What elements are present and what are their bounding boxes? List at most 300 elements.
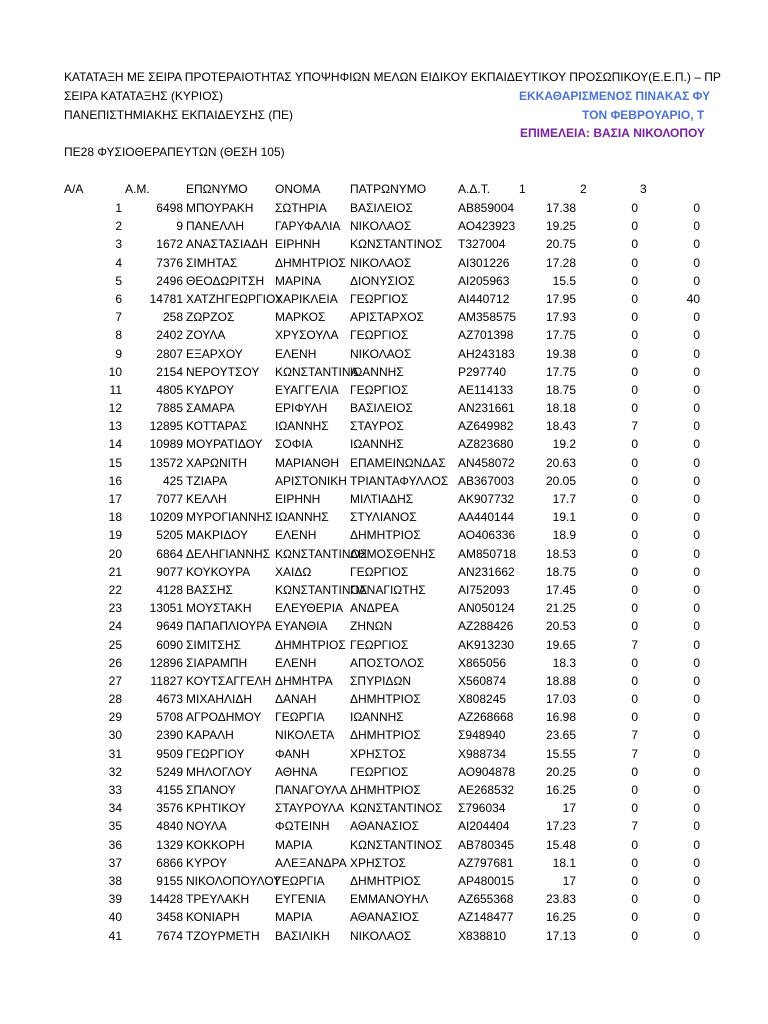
row-surname: ΝΟΥΛΑ <box>186 819 227 834</box>
row-surname: ΘΕΟΔΩΡΙΤΣΗ <box>186 273 265 288</box>
row-adt: ΑΕ114133 <box>458 382 514 397</box>
row-adt: Τ327004 <box>458 237 506 252</box>
row-am: 4673 <box>156 692 183 707</box>
row-name: ΧΑΡΙΚΛΕΙΑ <box>275 291 338 306</box>
table-row <box>0 347 700 365</box>
row-index: 34 <box>108 801 122 816</box>
row-adt: ΑΜ850718 <box>458 546 517 561</box>
row-surname: ΜΙΧΑΗΛΙΔΗ <box>186 692 253 707</box>
table-row <box>0 492 700 510</box>
row-score-2: 0 <box>631 473 638 488</box>
row-surname: ΜΟΥΡΑΤΙΔΟΥ <box>186 437 263 452</box>
table-row <box>0 638 700 656</box>
row-adt: ΑΖ655368 <box>458 892 514 907</box>
row-score-2: 0 <box>631 328 638 343</box>
table-row <box>0 547 700 565</box>
row-index: 6 <box>115 291 122 306</box>
row-score-2: 0 <box>631 655 638 670</box>
row-patronymic: ΕΠΑΜΕΙΝΩΝΔΑΣ <box>350 455 446 470</box>
table-row <box>0 801 700 819</box>
row-surname: ΚΑΡΑΛΗ <box>186 728 234 743</box>
row-adt: ΑΝ231662 <box>458 564 515 579</box>
row-surname: ΒΑΣΣΗΣ <box>186 582 233 597</box>
column-header-1: 1 <box>519 182 526 196</box>
row-patronymic: ΑΘΑΝΑΣΙΟΣ <box>350 819 420 834</box>
column-header-am: Α.Μ. <box>125 182 150 196</box>
row-score-3: 0 <box>693 473 700 488</box>
table-row <box>0 237 700 255</box>
row-patronymic: ΓΕΩΡΓΙΟΣ <box>350 637 409 652</box>
row-index: 3 <box>115 237 122 252</box>
row-adt: ΑΗ243183 <box>458 346 515 361</box>
row-index: 14 <box>108 437 122 452</box>
row-name: ΓΕΩΡΓΙΑ <box>275 873 325 888</box>
row-score-1: 17.28 <box>545 255 576 270</box>
row-score-1: 18.18 <box>545 401 576 416</box>
row-patronymic: ΣΠΥΡΙΔΩΝ <box>350 673 412 688</box>
row-score-2: 0 <box>631 783 638 797</box>
row-name: ΕΥΑΝΘΙΑ <box>275 619 328 634</box>
row-adt: ΑΟ423923 <box>458 219 516 234</box>
row-score-3: 0 <box>693 746 700 761</box>
row-score-1: 20.53 <box>545 619 576 634</box>
row-score-1: 17 <box>562 801 576 816</box>
table-row <box>0 474 700 492</box>
row-patronymic: ΝΙΚΟΛΑΟΣ <box>350 219 412 234</box>
row-am: 13051 <box>149 601 183 616</box>
row-adt: ΑΖ288426 <box>458 619 514 634</box>
row-surname: ΖΟΥΛΑ <box>186 328 226 343</box>
row-name: ΧΡΥΣΟΥΛΑ <box>275 328 339 343</box>
row-adt: ΑΖ797681 <box>458 855 514 870</box>
row-score-3: 0 <box>693 783 700 797</box>
row-score-1: 19.1 <box>552 510 576 525</box>
row-score-2: 7 <box>631 637 638 652</box>
table-row <box>0 528 700 546</box>
row-am: 4840 <box>156 819 183 834</box>
row-adt: ΑΡ480015 <box>458 873 515 888</box>
row-surname: ΜΟΥΣΤΑΚΗ <box>186 601 252 616</box>
row-score-3: 0 <box>693 492 700 506</box>
row-patronymic: ΒΑΣΙΛΕΙΟΣ <box>350 201 413 215</box>
row-score-1: 19.25 <box>545 219 576 234</box>
row-score-3: 0 <box>693 728 700 743</box>
row-score-3: 0 <box>693 637 700 652</box>
table-row <box>0 510 700 528</box>
row-score-2: 0 <box>631 346 638 361</box>
row-surname: ΕΞΑΡΧΟΥ <box>186 346 243 361</box>
row-score-1: 17.95 <box>545 291 576 306</box>
table-row <box>0 565 700 583</box>
row-score-2: 0 <box>631 873 638 888</box>
row-score-3: 0 <box>693 564 700 579</box>
row-am: 3576 <box>156 801 183 816</box>
row-score-3: 0 <box>693 382 700 397</box>
row-score-3: 0 <box>693 273 700 288</box>
row-score-2: 0 <box>631 291 638 306</box>
row-index: 12 <box>108 401 122 416</box>
row-score-2: 0 <box>631 219 638 234</box>
table-row <box>0 783 700 801</box>
ranking-table <box>0 201 700 947</box>
row-name: ΜΑΡΙΑ <box>275 910 313 925</box>
row-am: 6866 <box>156 855 183 870</box>
row-index: 36 <box>108 837 122 852</box>
row-score-2: 0 <box>631 201 638 215</box>
row-score-3: 0 <box>693 528 700 543</box>
row-patronymic: ΝΙΚΟΛΑΟΣ <box>350 255 412 270</box>
row-am: 6864 <box>156 546 183 561</box>
row-score-2: 0 <box>631 510 638 525</box>
row-name: ΚΩΝΣΤΑΝΤΙΝΟΣ <box>275 582 368 597</box>
row-name: ΚΩΝΣΤΑΝΤΙΝΑ <box>275 364 359 379</box>
row-am: 4155 <box>156 783 183 797</box>
table-row <box>0 710 700 728</box>
row-surname: ΚΥΔΡΟΥ <box>186 382 235 397</box>
row-score-3: 0 <box>693 255 700 270</box>
row-score-2: 0 <box>631 582 638 597</box>
table-row <box>0 437 700 455</box>
row-score-1: 20.05 <box>545 473 576 488</box>
row-patronymic: ΠΑΝΑΓΙΩΤΗΣ <box>350 582 426 597</box>
row-score-3: 0 <box>693 401 700 416</box>
row-am: 2390 <box>156 728 183 743</box>
row-score-3: 0 <box>693 364 700 379</box>
row-index: 2 <box>115 219 122 234</box>
row-name: ΜΑΡΚΟΣ <box>275 310 326 325</box>
row-index: 31 <box>108 746 122 761</box>
row-name: ΙΩΑΝΝΗΣ <box>275 419 329 434</box>
row-adt: ΑΒ367003 <box>458 473 515 488</box>
row-name: ΕΥΓΕΝΙΑ <box>275 892 326 907</box>
table-row <box>0 656 700 674</box>
row-patronymic: ΙΩΑΝΝΗΣ <box>350 364 404 379</box>
table-row <box>0 856 700 874</box>
row-surname: ΣΑΜΑΡΑ <box>186 401 235 416</box>
table-row <box>0 383 700 401</box>
row-patronymic: ΝΙΚΟΛΑΟΣ <box>350 346 412 361</box>
row-index: 13 <box>108 419 122 434</box>
row-am: 14428 <box>149 892 183 907</box>
row-name: ΑΡΙΣΤΟΝΙΚΗ <box>275 473 347 488</box>
row-patronymic: ΔΗΜΗΤΡΙΟΣ <box>350 692 421 707</box>
row-surname: ΜΑΚΡΙΔΟΥ <box>186 528 249 543</box>
row-surname: ΜΗΛΟΓΛΟΥ <box>186 764 252 779</box>
column-header-patronymic: ΠΑΤΡΩΝΥΜΟ <box>350 182 427 196</box>
row-score-2: 0 <box>631 528 638 543</box>
table-row <box>0 201 700 219</box>
row-name: ΑΘΗΝΑ <box>275 764 318 779</box>
row-surname: ΓΕΩΡΓΙΟΥ <box>186 746 245 761</box>
row-adt: ΑΖ701398 <box>458 328 514 343</box>
row-surname: ΚΟΚΚΟΡΗ <box>186 837 245 852</box>
row-score-1: 18.43 <box>545 419 576 434</box>
row-index: 23 <box>108 601 122 616</box>
row-score-3: 0 <box>693 237 700 252</box>
row-adt: ΑΙ301226 <box>458 255 510 270</box>
row-patronymic: ΚΩΝΣΤΑΝΤΙΝΟΣ <box>350 801 443 816</box>
table-row <box>0 274 700 292</box>
row-score-1: 23.83 <box>545 892 576 907</box>
table-row <box>0 838 700 856</box>
education-level-label: ΠΑΝΕΠΙΣΤΗΜΙΑΚΗΣ ΕΚΠΑΙΔΕΥΣΗΣ (ΠΕ) <box>64 108 294 122</box>
row-name: ΓΕΩΡΓΙΑ <box>275 710 325 725</box>
row-index: 15 <box>108 455 122 470</box>
row-index: 10 <box>108 364 122 379</box>
row-surname: ΑΓΡΟΔΗΜΟΥ <box>186 710 262 725</box>
row-am: 10989 <box>149 437 183 452</box>
table-row <box>0 692 700 710</box>
row-surname: ΚΕΛΛΗ <box>186 492 227 506</box>
row-index: 5 <box>115 273 122 288</box>
table-row <box>0 619 700 637</box>
row-surname: ΤΖΙΑΡΑ <box>186 473 228 488</box>
row-score-3: 0 <box>693 219 700 234</box>
row-score-1: 16.98 <box>545 710 576 725</box>
row-score-3: 0 <box>693 892 700 907</box>
row-name: ΣΤΑΥΡΟΥΛΑ <box>275 801 345 816</box>
row-name: ΕΙΡΗΝΗ <box>275 492 321 506</box>
row-surname: ΚΥΡΟΥ <box>186 855 227 870</box>
row-am: 14781 <box>149 291 183 306</box>
row-index: 16 <box>108 473 122 488</box>
row-name: ΒΑΣΙΛΙΚΗ <box>275 928 330 943</box>
row-name: ΔΑΝΑΗ <box>275 692 317 707</box>
row-score-3: 0 <box>693 764 700 779</box>
row-score-1: 17.38 <box>545 201 576 215</box>
row-am: 12895 <box>149 419 183 434</box>
row-am: 9077 <box>156 564 183 579</box>
row-am: 7674 <box>156 928 183 943</box>
row-score-1: 18.3 <box>552 655 576 670</box>
row-am: 10209 <box>149 510 183 525</box>
row-surname: ΚΟΝΙΑΡΗ <box>186 910 240 925</box>
row-score-2: 0 <box>631 837 638 852</box>
row-score-3: 0 <box>693 619 700 634</box>
table-row <box>0 892 700 910</box>
row-adt: ΑΝ458072 <box>458 455 515 470</box>
column-header-3: 3 <box>640 182 647 196</box>
row-name: ΝΙΚΟΛΕΤΑ <box>275 728 335 743</box>
row-patronymic: ΜΙΛΤΙΑΔΗΣ <box>350 492 414 506</box>
row-index: 7 <box>115 310 122 325</box>
row-index: 24 <box>108 619 122 634</box>
row-surname: ΣΙΜΙΤΣΗΣ <box>186 637 241 652</box>
row-am: 7376 <box>156 255 183 270</box>
row-am: 2807 <box>156 346 183 361</box>
row-index: 11 <box>109 382 122 397</box>
row-name: ΦΩΤΕΙΝΗ <box>275 819 330 834</box>
row-patronymic: ΙΩΑΝΝΗΣ <box>350 710 404 725</box>
row-name: ΕΛΕΝΗ <box>275 528 317 543</box>
row-score-3: 0 <box>693 855 700 870</box>
row-score-1: 15.55 <box>545 746 576 761</box>
row-score-1: 17.13 <box>545 928 576 943</box>
row-index: 37 <box>108 855 122 870</box>
row-name: ΕΛΕΝΗ <box>275 346 317 361</box>
row-surname: ΤΡΕΥΛΑΚΗ <box>186 892 250 907</box>
row-name: ΓΑΡΥΦΑΛΙΑ <box>275 219 341 234</box>
row-adt: ΑΖ649982 <box>458 419 514 434</box>
row-score-2: 0 <box>631 564 638 579</box>
row-score-3: 0 <box>693 201 700 215</box>
row-am: 11827 <box>150 673 183 688</box>
row-adt: ΑΖ823680 <box>458 437 514 452</box>
row-name: ΔΗΜΗΤΡΙΟΣ <box>275 255 346 270</box>
row-score-1: 19.65 <box>545 637 576 652</box>
column-header-name: ΟΝΟΜΑ <box>275 182 321 196</box>
row-patronymic: ΤΡΙΑΝΤΑΦΥΛΛΟΣ <box>350 473 449 488</box>
row-surname: ΠΑΝΕΛΛΗ <box>186 219 245 234</box>
column-header-2: 2 <box>580 182 587 196</box>
row-score-3: 0 <box>693 346 700 361</box>
row-score-3: 0 <box>693 673 700 688</box>
row-patronymic: ΔΗΜΗΤΡΙΟΣ <box>350 873 421 888</box>
row-adt: Χ865056 <box>458 655 507 670</box>
row-patronymic: ΔΗΜΗΤΡΙΟΣ <box>350 528 421 543</box>
table-row <box>0 765 700 783</box>
row-patronymic: ΚΩΝΣΤΑΝΤΙΝΟΣ <box>350 837 443 852</box>
row-score-3: 0 <box>693 928 700 943</box>
row-index: 9 <box>115 346 122 361</box>
row-score-1: 20.25 <box>545 764 576 779</box>
row-adt: ΑΜ358575 <box>458 310 517 325</box>
row-name: ΜΑΡΙΝΑ <box>275 273 322 288</box>
row-am: 7077 <box>156 492 183 506</box>
row-score-1: 18.9 <box>552 528 576 543</box>
date-label: ΤΟΝ ΦΕΒΡΟΥΑΡΙΟ, Τ <box>582 108 705 122</box>
row-score-3: 0 <box>693 801 700 816</box>
row-score-1: 23.65 <box>545 728 576 743</box>
row-adt: ΑΚ907732 <box>458 492 515 506</box>
row-name: ΔΗΜΗΤΡΙΟΣ <box>275 637 346 652</box>
row-name: ΕΙΡΗΝΗ <box>275 237 321 252</box>
row-am: 5708 <box>156 710 183 725</box>
row-surname: ΧΑΡΩΝΙΤΗ <box>186 455 247 470</box>
row-name: ΙΩΑΝΝΗΣ <box>275 510 329 525</box>
row-patronymic: ΓΕΩΡΓΙΟΣ <box>350 382 409 397</box>
table-row <box>0 747 700 765</box>
row-surname: ΝΙΚΟΛΟΠΟΥΛΟΥ <box>186 873 282 888</box>
row-am: 9 <box>176 219 183 234</box>
row-score-2: 0 <box>631 437 638 452</box>
row-score-1: 15.48 <box>545 837 576 852</box>
row-index: 28 <box>108 692 122 707</box>
table-row <box>0 310 700 328</box>
row-score-2: 0 <box>631 310 638 325</box>
table-row <box>0 401 700 419</box>
row-am: 4805 <box>156 382 183 397</box>
row-score-1: 18.1 <box>552 855 576 870</box>
row-name: ΣΟΦΙΑ <box>275 437 313 452</box>
row-score-1: 18.88 <box>545 673 576 688</box>
row-score-2: 0 <box>631 455 638 470</box>
row-index: 19 <box>108 528 122 543</box>
row-index: 22 <box>108 582 122 597</box>
row-surname: ΠΑΠΑΠΛΙΟΥΡΑ <box>186 619 272 634</box>
row-adt: ΑΟ904878 <box>458 764 516 779</box>
row-index: 21 <box>108 564 122 579</box>
table-row <box>0 456 700 474</box>
row-surname: ΣΙΜΗΤΑΣ <box>186 255 238 270</box>
row-index: 18 <box>108 510 122 525</box>
row-am: 2496 <box>156 273 183 288</box>
row-score-2: 7 <box>631 419 638 434</box>
row-patronymic: ΔΗΜΗΤΡΙΟΣ <box>350 728 421 743</box>
row-score-2: 7 <box>631 728 638 743</box>
row-surname: ΚΟΤΤΑΡΑΣ <box>186 419 248 434</box>
row-score-1: 16.25 <box>545 783 576 797</box>
row-score-1: 21.25 <box>545 601 576 616</box>
row-surname: ΜΠΟΥΡΑΚΗ <box>186 201 254 215</box>
row-surname: ΚΡΗΤΙΚΟΥ <box>186 801 246 816</box>
row-index: 8 <box>115 328 122 343</box>
row-score-3: 0 <box>693 419 700 434</box>
row-index: 17 <box>108 492 122 506</box>
ranking-series-label: ΣΕΙΡΑ ΚΑΤΑΤΑΞΗΣ (ΚΥΡΙΟΣ) <box>64 89 223 103</box>
row-score-1: 19.2 <box>552 437 576 452</box>
row-name: ΕΛΕΝΗ <box>275 655 317 670</box>
row-score-3: 0 <box>693 310 700 325</box>
table-row <box>0 292 700 310</box>
row-score-3: 0 <box>693 455 700 470</box>
row-adt: ΑΙ204404 <box>458 819 510 834</box>
row-score-2: 0 <box>631 255 638 270</box>
row-adt: Χ560874 <box>458 673 507 688</box>
row-score-2: 0 <box>631 601 638 616</box>
row-index: 39 <box>108 892 122 907</box>
row-score-1: 20.75 <box>545 237 576 252</box>
row-surname: ΧΑΤΖΗΓΕΩΡΓΙΟΥ <box>186 291 283 306</box>
row-score-1: 17.75 <box>545 364 576 379</box>
row-patronymic: ΓΕΩΡΓΙΟΣ <box>350 564 409 579</box>
row-patronymic: ΣΤΑΥΡΟΣ <box>350 419 404 434</box>
row-am: 13572 <box>149 455 183 470</box>
row-surname: ΜΥΡΟΓΙΑΝΝΗΣ <box>186 510 273 525</box>
row-adt: ΑΚ913230 <box>458 637 515 652</box>
row-am: 425 <box>162 473 183 488</box>
row-score-3: 0 <box>693 437 700 452</box>
row-am: 258 <box>162 310 183 325</box>
row-index: 38 <box>108 873 122 888</box>
row-am: 9649 <box>156 619 183 634</box>
row-surname: ΑΝΑΣΤΑΣΙΑΔΗ <box>186 237 268 252</box>
row-score-3: 0 <box>693 710 700 725</box>
row-am: 6498 <box>156 201 183 215</box>
row-score-1: 17.75 <box>545 328 576 343</box>
row-name: ΦΑΝΗ <box>275 746 310 761</box>
row-adt: ΑΙ440712 <box>458 291 510 306</box>
row-patronymic: ΙΩΑΝΝΗΣ <box>350 437 404 452</box>
row-score-3: 0 <box>693 601 700 616</box>
row-score-2: 0 <box>631 546 638 561</box>
row-patronymic: ΣΤΥΛΙΑΝΟΣ <box>350 510 417 525</box>
row-name: ΑΛΕΞΑΝΔΡΑ <box>275 855 347 870</box>
row-score-2: 0 <box>631 382 638 397</box>
row-patronymic: ΕΜΜΑΝΟΥΗΛ <box>350 892 429 907</box>
table-row <box>0 601 700 619</box>
row-name: ΧΑΙΔΩ <box>275 564 312 579</box>
row-index: 4 <box>115 255 122 270</box>
row-patronymic: ΑΡΙΣΤΑΡΧΟΣ <box>350 310 424 325</box>
row-patronymic: ΔΙΟΝΥΣΙΟΣ <box>350 273 415 288</box>
row-am: 1672 <box>156 237 183 252</box>
row-score-2: 0 <box>631 928 638 943</box>
row-index: 1 <box>115 201 122 215</box>
table-row <box>0 419 700 437</box>
row-score-3: 40 <box>686 291 700 306</box>
row-patronymic: ΓΕΩΡΓΙΟΣ <box>350 291 409 306</box>
